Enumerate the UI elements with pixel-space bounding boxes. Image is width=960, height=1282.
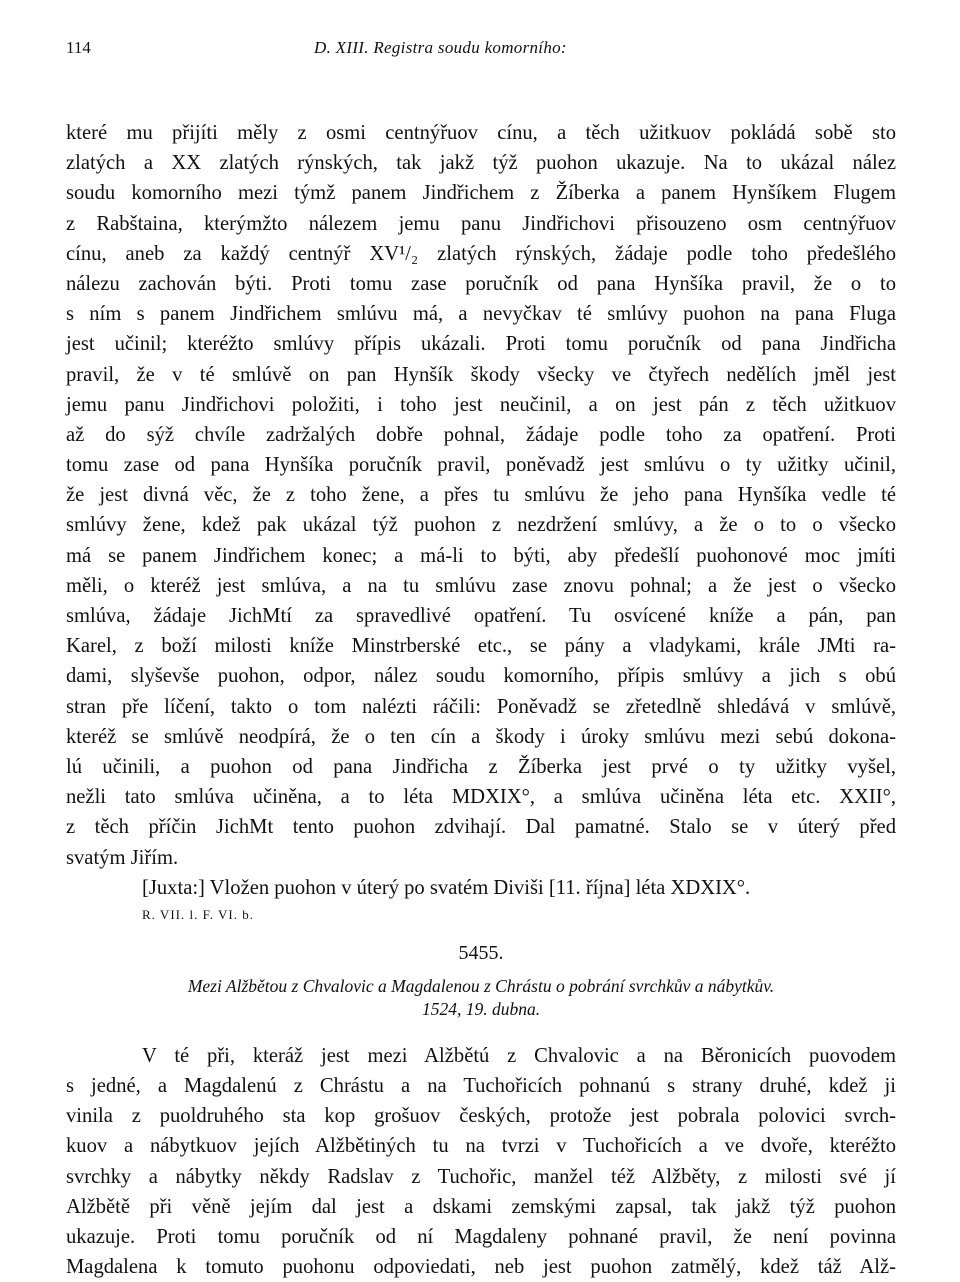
- text-line: V té při, kteráž jest mezi Alžbětú z Chvalovic a na Běronicích puovodem: [142, 1044, 896, 1067]
- page-number: 114: [66, 38, 91, 57]
- text-line: jest učinil; kteréžto smlúvy přípis ukázali. Proti tomu poručník od pana Jindřicha: [66, 333, 896, 356]
- text-line: zlatých a XX zlatých rýnských, tak jakž týž puohon ukazuje. Na to ukázal nález: [66, 152, 896, 175]
- text-line: lú učinili, a puohon od pana Jindřicha z Žíberka jest prvé o ty užitky vyšel,: [66, 755, 896, 778]
- archival-sigla: R. VII. l. F. VI. b.: [142, 906, 255, 922]
- text-line: svatým Jiřím.: [66, 846, 179, 869]
- text-line: stran pře líčení, takto o tom nalézti ráčili: Poněvadž se zřetedlně shledává v smlúvě,: [66, 695, 896, 718]
- text-line: měli, o kteréž jest smlúva, a na tu smlúvu zase znovu pohnal; a že jest o všecko: [66, 574, 896, 597]
- document-body: [66, 1041, 896, 1282]
- document-number: 5455.: [458, 941, 504, 964]
- text-line: jemu panu Jindřichovi položiti, i toho jest neučinil, a on jest pán z těch užitkuov: [66, 393, 896, 416]
- regest-date: 1524, 19. dubna.: [421, 998, 541, 1019]
- text-line: kuov a nábytkuov jejích Alžbětiných tu na tvrzi v Tuchořicích a ve dvoře, kteréžto: [66, 1135, 896, 1158]
- text-line: dami, slyševše puohon, odpor, nález soudu komorního, přípis smlúvy a jich s obú: [66, 665, 896, 688]
- text-line: že jest divná věc, že z toho žene, a přes tu smlúvu že jeho pana Hynšíka vedle té: [66, 484, 896, 507]
- text-line: smlúva, žádaje JichMtí za spravedlivé opatření. Tu osvícené kníže a pán, pan: [66, 605, 896, 627]
- text-line: má se panem Jindřichem konec; a má-li to býti, aby předešlí puohonové moc jmíti: [66, 544, 896, 567]
- text-line: s ním s panem Jindřichem smlúvu má, a nevyčkav té smlúvy puohon na pana Fluga: [66, 303, 896, 326]
- text-line: Alžbětě při věně jejím dal jest a dskami zemskými zapsal, tak jakž týž puohon: [66, 1195, 896, 1218]
- text-line: soudu komorního mezi týmž panem Jindřichem z Žíberka a panem Hynšíkem Flugem: [66, 182, 896, 205]
- text-line: smlúvy žene, kdež pak ukázal týž puohon z nezdržení smlúvy, a že o to o všecko: [66, 514, 896, 537]
- text-line: nežli tato smlúva učiněna, a to léta MDXIX°, a smlúva učiněna léta etc. XXII°,: [66, 786, 896, 809]
- text-line: svrchky a nábytky někdy Radslav z Tuchořic, manžel též Alžběty, z milosti své jí: [66, 1165, 896, 1188]
- text-line: které mu přijíti měly z osmi centnýřuov cínu, a těch užitkuov pokládá sobě sto: [66, 122, 896, 144]
- text-line: z těch příčin JichMt tento puohon zdvihají. Dal pamatné. Stalo se v úterý před: [66, 816, 896, 839]
- text-line: z Rabštaina, kterýmžto nálezem jemu panu Jindřichovi přisouzeno osm centnýřuov: [66, 212, 896, 235]
- running-head: [66, 38, 896, 72]
- text-line: nálezu zachován býti. Proti tomu zase poručník od pana Hynšíka pravil, že o to: [66, 272, 896, 295]
- text-line: s jedné, a Magdalenú z Chrástu a na Tuchořicích pohnanú s strany druhé, kdež ji: [66, 1075, 896, 1098]
- regest-title: Mezi Alžbětou z Chvalovic a Magdalenou z Chrástu o pobrání svrchkův a nábytkův.: [187, 975, 775, 996]
- text-line: tomu zase od pana Hynšíka poručník pravil, poněvadž jest smlúvu o ty užitky učinil,: [66, 454, 896, 477]
- text-line: Magdalena k tomuto puohonu odpoviedati, neb jest puohon zatmělý, kdež táž Alž-: [66, 1256, 896, 1279]
- juxta-note: [Juxta:] Vložen puohon v úterý po svatém Diviši [11. října] léta XDXIX°.: [142, 876, 751, 899]
- text-line: ukazuje. Proti tomu poručník od ní Magdaleny pohnané pravil, že není povinna: [66, 1226, 896, 1248]
- text-line: kteréž se smlúvě neodpírá, že o ten cín a škody i úroky smlúvu mezi sebú dokona-: [66, 725, 896, 748]
- text-line: pravil, že v té smlúvě on pan Hynšík škody všecky ve čtyřech nedělích jměl jest: [66, 363, 896, 386]
- text-line: cínu, aneb za každý centnýř XV¹/₂ zlatých rýnských, žádaje podle toho předešlého: [66, 242, 896, 265]
- running-title: D. XIII. Registra soudu komorního:: [314, 38, 567, 57]
- text-line: až do sýž chvíle zadržalých dobře pohnal, žádaje podle toho za opatření. Proti: [66, 423, 896, 446]
- text-line: Karel, z boží milosti kníže Minstrberské etc., se pány a vladykami, krále JMti ra-: [66, 635, 896, 658]
- text-line: vinila z puoldruhého sta kop grošuov českých, protože jest pobrala polovici svrch-: [66, 1105, 896, 1128]
- continued-text: [66, 118, 896, 927]
- document-page: [66, 38, 896, 1282]
